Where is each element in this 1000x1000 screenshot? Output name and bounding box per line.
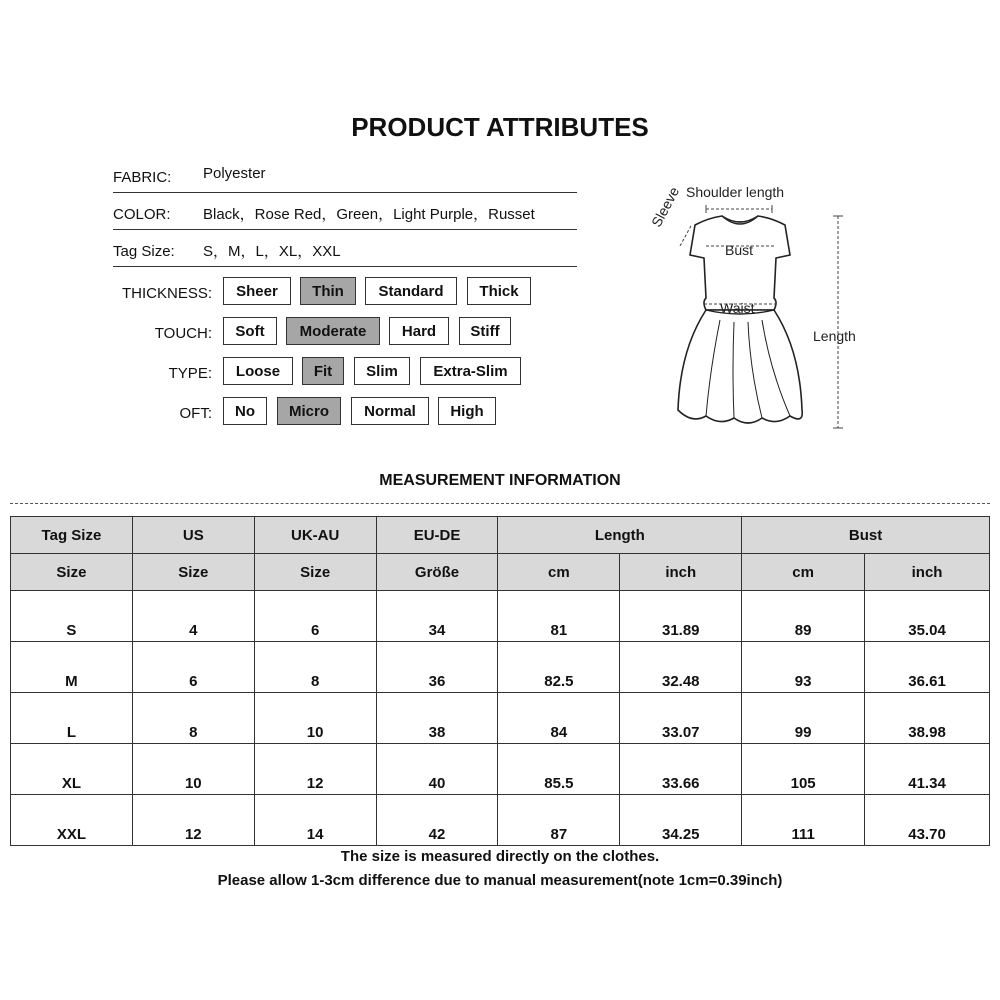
table-row	[11, 693, 990, 744]
table-header-row-1	[11, 517, 990, 554]
table-cell: 33.66	[620, 744, 742, 795]
option-row	[0, 397, 560, 427]
table-cell: 8	[132, 693, 254, 744]
option-chip: Normal	[351, 397, 429, 425]
subheader-cell: Größe	[376, 554, 498, 591]
table-cell: 36	[376, 642, 498, 693]
table-cell: XL	[11, 744, 133, 795]
page-title: PRODUCT ATTRIBUTES	[351, 112, 649, 142]
option-chip: Hard	[389, 317, 449, 345]
option-row-label: TYPE:	[168, 365, 212, 382]
table-cell: 8	[254, 642, 376, 693]
header-cell: EU-DE	[376, 517, 498, 554]
subheader-cell: cm	[742, 554, 865, 591]
option-chip: Soft	[223, 317, 277, 345]
table-cell: 82.5	[498, 642, 620, 693]
subheader-cell: cm	[498, 554, 620, 591]
header-cell: UK-AU	[254, 517, 376, 554]
measurement-title: MEASUREMENT INFORMATION	[379, 472, 621, 489]
table-cell: 31.89	[620, 591, 742, 642]
dress-diagram	[640, 180, 880, 440]
attr-color-row	[113, 193, 577, 230]
option-row-label: TOUCH:	[154, 325, 212, 342]
color-label: COLOR:	[113, 206, 171, 223]
option-row	[0, 317, 560, 347]
option-chip: No	[223, 397, 267, 425]
table-cell: 89	[742, 591, 865, 642]
table-cell: 6	[132, 642, 254, 693]
sleeve-label: Sleeve	[648, 184, 683, 230]
table-body	[11, 591, 990, 846]
fabric-value: Polyester	[203, 165, 266, 182]
table-row	[11, 642, 990, 693]
table-cell: 85.5	[498, 744, 620, 795]
table-cell: L	[11, 693, 133, 744]
note-line-2: Please allow 1-3cm difference due to manual measurement(note 1cm=0.39inch)	[217, 872, 783, 889]
table-cell: M	[11, 642, 133, 693]
attr-fabric-row	[113, 156, 577, 193]
waist-label: Waist	[720, 300, 755, 316]
table-header-row-2	[11, 554, 990, 591]
table-cell: 111	[742, 795, 865, 846]
subheader-cell: inch	[865, 554, 990, 591]
table-row	[11, 744, 990, 795]
option-row-label: THICKNESS:	[121, 285, 212, 302]
option-row-label: OFT:	[179, 405, 212, 422]
table-cell: 12	[254, 744, 376, 795]
tagsize-label: Tag Size:	[113, 243, 175, 260]
header-cell: Tag Size	[11, 517, 133, 554]
option-chip-selected: Fit	[302, 357, 344, 385]
option-chip: Stiff	[459, 317, 511, 345]
table-cell: XXL	[11, 795, 133, 846]
table-cell: 10	[254, 693, 376, 744]
table-cell: 38.98	[865, 693, 990, 744]
table-cell: 81	[498, 591, 620, 642]
table-cell: 10	[132, 744, 254, 795]
header-cell: US	[132, 517, 254, 554]
table-cell: 93	[742, 642, 865, 693]
table-cell: 36.61	[865, 642, 990, 693]
option-row	[0, 277, 560, 307]
table-cell: 14	[254, 795, 376, 846]
option-chip: Extra-Slim	[420, 357, 521, 385]
table-cell: 40	[376, 744, 498, 795]
subheader-cell: Size	[11, 554, 133, 591]
table-cell: 6	[254, 591, 376, 642]
table-cell: 12	[132, 795, 254, 846]
bust-label: Bust	[725, 242, 754, 258]
table-row	[11, 591, 990, 642]
shoulder-length-label: Shoulder length	[686, 184, 785, 200]
option-chip-selected: Moderate	[286, 317, 380, 345]
option-chip: High	[438, 397, 496, 425]
tagsize-value: S，M，L，XL，XXL	[203, 243, 341, 260]
table-cell: 32.48	[620, 642, 742, 693]
subheader-cell: Size	[132, 554, 254, 591]
size-table	[10, 516, 990, 846]
option-chip: Loose	[223, 357, 293, 385]
length-label: Length	[813, 328, 856, 344]
table-row	[11, 795, 990, 846]
option-chip-selected: Micro	[277, 397, 341, 425]
note-line-1: The size is measured directly on the clothes.	[340, 848, 660, 865]
option-chip: Sheer	[223, 277, 291, 305]
table-cell: 99	[742, 693, 865, 744]
dress-skirt	[678, 310, 802, 423]
subheader-cell: Size	[254, 554, 376, 591]
option-chip: Thick	[467, 277, 531, 305]
table-cell: 34	[376, 591, 498, 642]
table-cell: 33.07	[620, 693, 742, 744]
option-chip-selected: Thin	[300, 277, 356, 305]
dress-bodice	[690, 216, 790, 310]
table-cell: 42	[376, 795, 498, 846]
attr-tagsize-row	[113, 230, 577, 267]
table-cell: 43.70	[865, 795, 990, 846]
table-cell: 87	[498, 795, 620, 846]
table-cell: S	[11, 591, 133, 642]
option-chip: Slim	[354, 357, 410, 385]
table-cell: 38	[376, 693, 498, 744]
table-cell: 84	[498, 693, 620, 744]
option-row	[0, 357, 560, 387]
table-cell: 105	[742, 744, 865, 795]
option-chip: Standard	[365, 277, 457, 305]
color-value: Black，Rose Red，Green，Light Purple，Russet	[203, 206, 535, 223]
table-cell: 35.04	[865, 591, 990, 642]
table-cell: 4	[132, 591, 254, 642]
table-cell: 41.34	[865, 744, 990, 795]
table-cell: 34.25	[620, 795, 742, 846]
fabric-label: FABRIC:	[113, 169, 172, 186]
subheader-cell: inch	[620, 554, 742, 591]
header-cell: Length	[498, 517, 742, 554]
section-divider	[10, 503, 990, 504]
header-cell: Bust	[742, 517, 990, 554]
